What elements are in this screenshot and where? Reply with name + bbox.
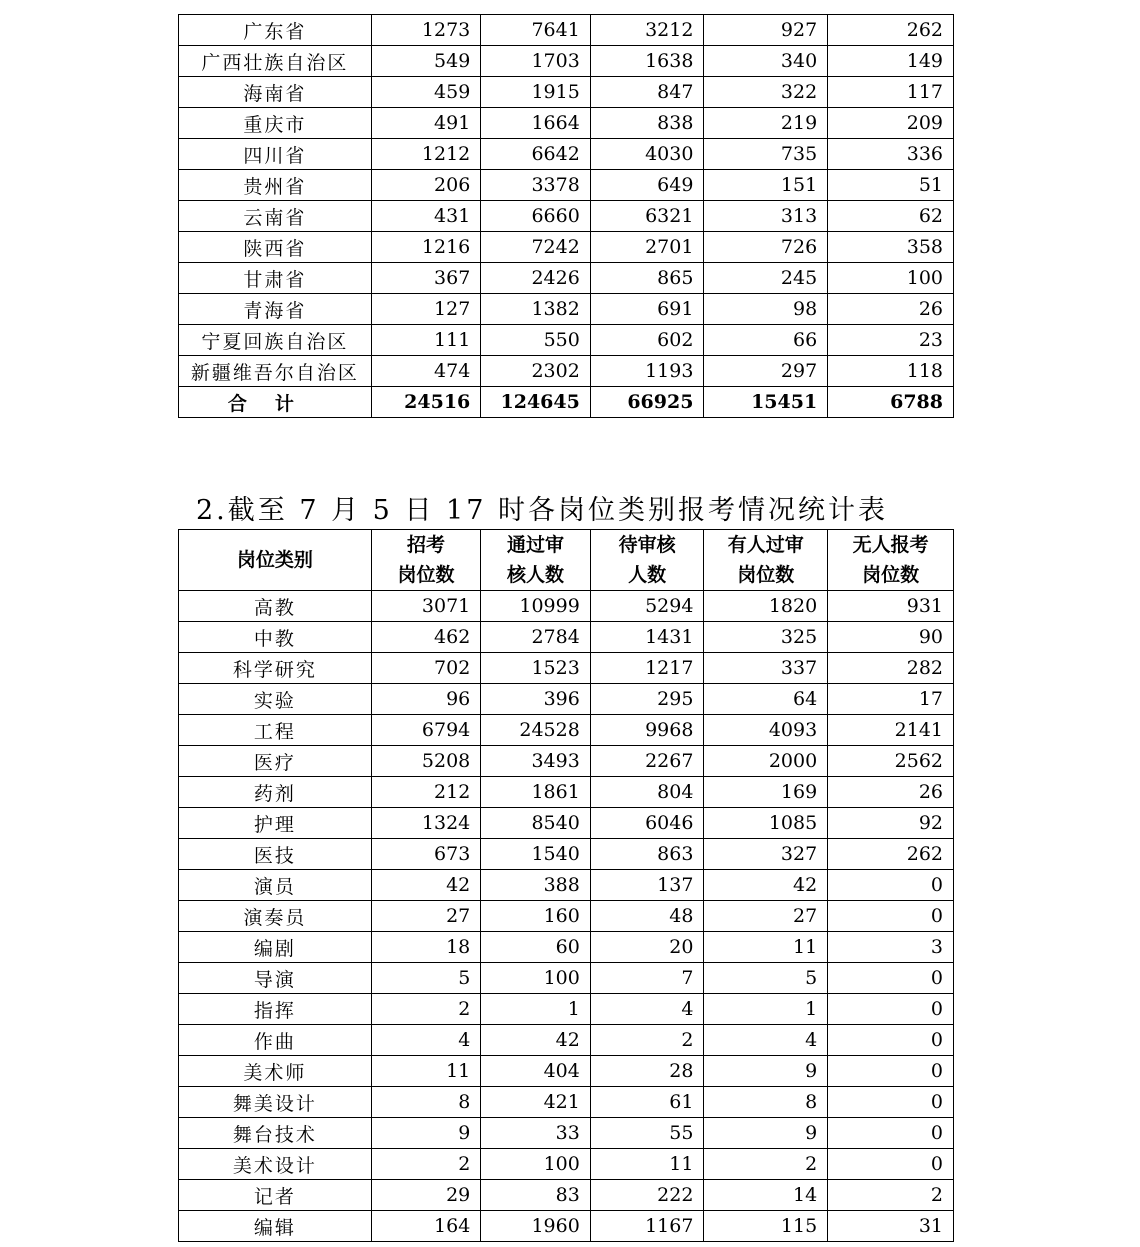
value-cell: 1212 [371,139,481,170]
value-cell: 3 [828,932,954,963]
value-cell: 282 [828,653,954,684]
table-row [179,201,954,232]
value-cell: 9 [371,1118,481,1149]
value-cell: 160 [481,901,591,932]
value-cell: 550 [481,325,591,356]
table-row [179,746,954,777]
value-cell: 462 [371,622,481,653]
value-cell: 262 [828,15,954,46]
row-label-cell: 演奏员 [179,901,372,932]
row-label-cell: 医技 [179,839,372,870]
value-cell: 169 [704,777,828,808]
column-header: 通过审 核人数 [481,530,591,591]
value-cell: 702 [371,653,481,684]
table-row [179,263,954,294]
value-cell: 1861 [481,777,591,808]
value-cell: 83 [481,1180,591,1211]
value-cell: 847 [590,77,704,108]
table-header-row [179,530,954,591]
value-cell: 404 [481,1056,591,1087]
table-row [179,684,954,715]
value-cell: 26 [828,777,954,808]
value-cell: 2 [371,994,481,1025]
value-cell: 1523 [481,653,591,684]
value-cell: 2000 [704,746,828,777]
value-cell: 2562 [828,746,954,777]
value-cell: 313 [704,201,828,232]
table-row [179,170,954,201]
value-cell: 2 [704,1149,828,1180]
row-label-cell: 青海省 [179,294,372,325]
table-row [179,1025,954,1056]
table-row [179,1056,954,1087]
row-label-cell: 甘肃省 [179,263,372,294]
value-cell: 8 [704,1087,828,1118]
value-cell: 474 [371,356,481,387]
value-cell: 0 [828,994,954,1025]
row-label-cell: 美术师 [179,1056,372,1087]
value-cell: 0 [828,1149,954,1180]
column-header: 招考 岗位数 [371,530,481,591]
row-label-cell: 美术设计 [179,1149,372,1180]
value-cell: 66 [704,325,828,356]
value-cell: 33 [481,1118,591,1149]
value-cell: 90 [828,622,954,653]
value-cell: 2701 [590,232,704,263]
value-cell: 927 [704,15,828,46]
value-cell: 0 [828,963,954,994]
table-row [179,325,954,356]
value-cell: 295 [590,684,704,715]
row-label-cell: 工程 [179,715,372,746]
value-cell: 649 [590,170,704,201]
value-cell: 6321 [590,201,704,232]
value-cell: 388 [481,870,591,901]
row-label-cell: 中教 [179,622,372,653]
value-cell: 6046 [590,808,704,839]
value-cell: 8540 [481,808,591,839]
value-cell: 27 [704,901,828,932]
value-cell: 6642 [481,139,591,170]
value-cell: 0 [828,901,954,932]
value-cell: 1540 [481,839,591,870]
table-row [179,46,954,77]
row-label-cell: 导演 [179,963,372,994]
row-label-cell: 广东省 [179,15,372,46]
value-cell: 4 [371,1025,481,1056]
value-cell: 1324 [371,808,481,839]
value-cell: 1 [481,994,591,1025]
value-cell: 18 [371,932,481,963]
value-cell: 2784 [481,622,591,653]
value-cell: 5 [371,963,481,994]
value-cell: 3493 [481,746,591,777]
value-cell: 863 [590,839,704,870]
value-cell: 11 [590,1149,704,1180]
value-cell: 62 [828,201,954,232]
value-cell: 17 [828,684,954,715]
table-row [179,1118,954,1149]
value-cell: 61 [590,1087,704,1118]
table-row [179,870,954,901]
table-row [179,808,954,839]
value-cell: 865 [590,263,704,294]
table2-title: 2.截至 7 月 5 日 17 时各岗位类别报考情况统计表 [196,495,888,526]
value-cell: 26 [828,294,954,325]
value-cell: 137 [590,870,704,901]
table-row [179,901,954,932]
value-cell: 421 [481,1087,591,1118]
value-cell: 0 [828,870,954,901]
row-label-cell: 编剧 [179,932,372,963]
value-cell: 804 [590,777,704,808]
value-cell: 5 [704,963,828,994]
table-row [179,232,954,263]
value-cell: 31 [828,1211,954,1242]
value-cell: 1273 [371,15,481,46]
row-label-cell: 记者 [179,1180,372,1211]
row-label-cell: 舞美设计 [179,1087,372,1118]
value-cell: 15451 [704,387,828,418]
value-cell: 60 [481,932,591,963]
value-cell: 29 [371,1180,481,1211]
value-cell: 245 [704,263,828,294]
value-cell: 206 [371,170,481,201]
row-label-cell: 实验 [179,684,372,715]
value-cell: 1664 [481,108,591,139]
value-cell: 151 [704,170,828,201]
value-cell: 42 [481,1025,591,1056]
value-cell: 9 [704,1118,828,1149]
value-cell: 10999 [481,591,591,622]
value-cell: 1167 [590,1211,704,1242]
value-cell: 491 [371,108,481,139]
value-cell: 1382 [481,294,591,325]
value-cell: 838 [590,108,704,139]
table-row [179,108,954,139]
value-cell: 2 [590,1025,704,1056]
value-cell: 431 [371,201,481,232]
value-cell: 337 [704,653,828,684]
value-cell: 7242 [481,232,591,263]
value-cell: 222 [590,1180,704,1211]
value-cell: 14 [704,1180,828,1211]
row-label-cell: 云南省 [179,201,372,232]
row-label-cell: 新疆维吾尔自治区 [179,356,372,387]
row-label-cell: 高教 [179,591,372,622]
value-cell: 0 [828,1087,954,1118]
job-category-stats-body [179,530,954,1242]
value-cell: 367 [371,263,481,294]
value-cell: 20 [590,932,704,963]
value-cell: 11 [371,1056,481,1087]
value-cell: 7 [590,963,704,994]
row-label-cell: 编辑 [179,1211,372,1242]
value-cell: 115 [704,1211,828,1242]
value-cell: 3378 [481,170,591,201]
value-cell: 100 [828,263,954,294]
value-cell: 27 [371,901,481,932]
value-cell: 1703 [481,46,591,77]
table-row [179,1180,954,1211]
value-cell: 98 [704,294,828,325]
value-cell: 117 [828,77,954,108]
value-cell: 11 [704,932,828,963]
value-cell: 42 [371,870,481,901]
value-cell: 51 [828,170,954,201]
value-cell: 327 [704,839,828,870]
column-header: 有人过审 岗位数 [704,530,828,591]
value-cell: 9968 [590,715,704,746]
value-cell: 726 [704,232,828,263]
table-row [179,15,954,46]
value-cell: 2426 [481,263,591,294]
row-label-cell: 陕西省 [179,232,372,263]
value-cell: 1960 [481,1211,591,1242]
table-row [179,591,954,622]
table-row [179,777,954,808]
value-cell: 23 [828,325,954,356]
value-cell: 0 [828,1025,954,1056]
value-cell: 4030 [590,139,704,170]
value-cell: 297 [704,356,828,387]
value-cell: 1915 [481,77,591,108]
value-cell: 124645 [481,387,591,418]
value-cell: 48 [590,901,704,932]
table-row [179,294,954,325]
value-cell: 336 [828,139,954,170]
table-row [179,963,954,994]
row-label-cell: 四川省 [179,139,372,170]
column-header: 无人报考 岗位数 [828,530,954,591]
row-label-cell: 药剂 [179,777,372,808]
column-header: 待审核 人数 [590,530,704,591]
column-header: 岗位类别 [179,530,372,591]
value-cell: 7641 [481,15,591,46]
value-cell: 549 [371,46,481,77]
value-cell: 6660 [481,201,591,232]
row-label-cell: 宁夏回族自治区 [179,325,372,356]
table-row [179,139,954,170]
value-cell: 64 [704,684,828,715]
value-cell: 111 [371,325,481,356]
value-cell: 0 [828,1118,954,1149]
value-cell: 1638 [590,46,704,77]
value-cell: 96 [371,684,481,715]
value-cell: 691 [590,294,704,325]
table-row [179,387,954,418]
value-cell: 1216 [371,232,481,263]
value-cell: 212 [371,777,481,808]
table-row [179,77,954,108]
value-cell: 3212 [590,15,704,46]
row-label-cell: 贵州省 [179,170,372,201]
value-cell: 127 [371,294,481,325]
value-cell: 66925 [590,387,704,418]
value-cell: 4 [704,1025,828,1056]
province-stats-body [179,15,954,418]
value-cell: 2 [828,1180,954,1211]
value-cell: 28 [590,1056,704,1087]
value-cell: 1431 [590,622,704,653]
row-label-cell: 演员 [179,870,372,901]
value-cell: 1217 [590,653,704,684]
value-cell: 5294 [590,591,704,622]
value-cell: 735 [704,139,828,170]
row-label-cell: 护理 [179,808,372,839]
value-cell: 24516 [371,387,481,418]
row-label-cell: 广西壮族自治区 [179,46,372,77]
table-row [179,356,954,387]
value-cell: 2 [371,1149,481,1180]
value-cell: 2302 [481,356,591,387]
row-label-cell: 海南省 [179,77,372,108]
row-label-cell: 作曲 [179,1025,372,1056]
row-label-cell: 重庆市 [179,108,372,139]
province-stats-table [178,14,954,418]
value-cell: 219 [704,108,828,139]
value-cell: 24528 [481,715,591,746]
value-cell: 1085 [704,808,828,839]
value-cell: 100 [481,1149,591,1180]
value-cell: 149 [828,46,954,77]
table-row [179,994,954,1025]
value-cell: 1820 [704,591,828,622]
table-row [179,715,954,746]
row-label-cell: 医疗 [179,746,372,777]
value-cell: 0 [828,1056,954,1087]
value-cell: 6794 [371,715,481,746]
value-cell: 325 [704,622,828,653]
value-cell: 55 [590,1118,704,1149]
value-cell: 396 [481,684,591,715]
value-cell: 340 [704,46,828,77]
table-row [179,1149,954,1180]
row-label-cell: 科学研究 [179,653,372,684]
value-cell: 209 [828,108,954,139]
value-cell: 673 [371,839,481,870]
value-cell: 2141 [828,715,954,746]
value-cell: 100 [481,963,591,994]
value-cell: 2267 [590,746,704,777]
value-cell: 6788 [828,387,954,418]
table-row [179,1211,954,1242]
value-cell: 4093 [704,715,828,746]
value-cell: 602 [590,325,704,356]
value-cell: 5208 [371,746,481,777]
value-cell: 118 [828,356,954,387]
value-cell: 4 [590,994,704,1025]
table-row [179,1087,954,1118]
value-cell: 931 [828,591,954,622]
table-row [179,622,954,653]
value-cell: 358 [828,232,954,263]
value-cell: 92 [828,808,954,839]
value-cell: 164 [371,1211,481,1242]
value-cell: 8 [371,1087,481,1118]
value-cell: 322 [704,77,828,108]
table-row [179,653,954,684]
row-label-cell: 舞台技术 [179,1118,372,1149]
job-category-stats-table [178,529,954,1242]
value-cell: 9 [704,1056,828,1087]
value-cell: 42 [704,870,828,901]
value-cell: 1193 [590,356,704,387]
row-label-cell: 指挥 [179,994,372,1025]
value-cell: 3071 [371,591,481,622]
row-label-cell: 合计 [179,387,372,418]
value-cell: 459 [371,77,481,108]
table-row [179,839,954,870]
value-cell: 262 [828,839,954,870]
value-cell: 1 [704,994,828,1025]
table-row [179,932,954,963]
